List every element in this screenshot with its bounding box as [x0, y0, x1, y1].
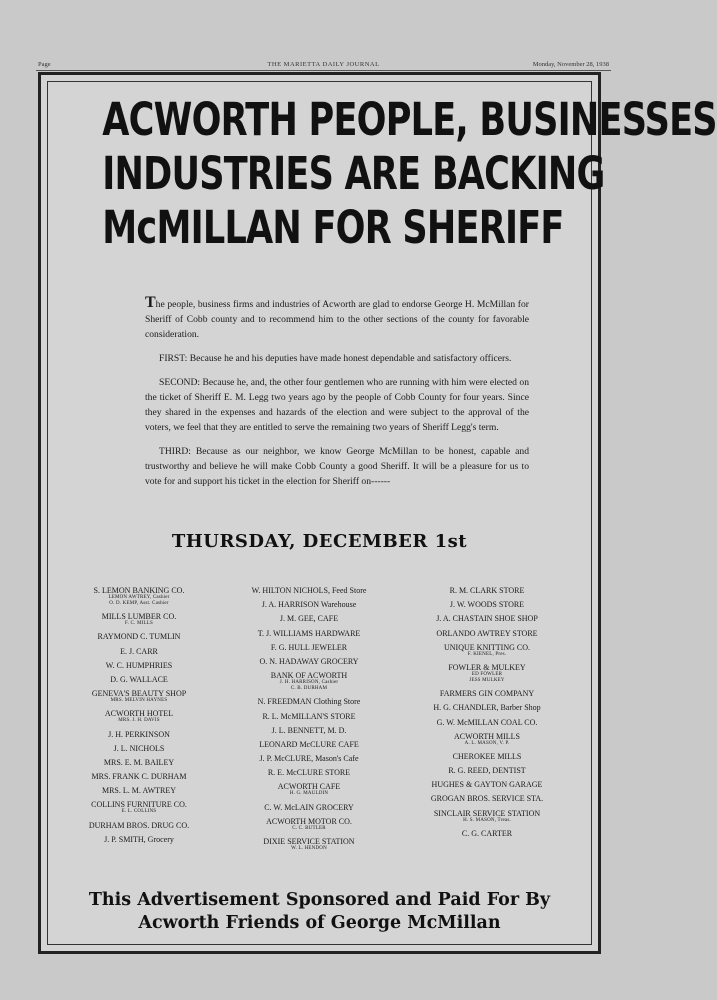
sponsor-name: CHEROKEE MILLS — [452, 751, 522, 761]
sponsor-name: J. P. SMITH, Grocery — [104, 834, 174, 844]
sponsor-name: E. J. CARR — [120, 646, 158, 656]
sponsor-entry — [225, 782, 393, 797]
advertisement-box — [38, 72, 717, 954]
sponsor-name: FARMERS GIN COMPANY — [439, 689, 535, 699]
sponsor-footer — [41, 889, 598, 935]
sponsor-subline: C. C. BUTLER — [292, 825, 326, 831]
newspaper-name: THE MARIETTA DAILY JOURNAL — [267, 61, 380, 68]
sponsor-entry — [55, 632, 223, 641]
headline-line-3: McMILLAN FOR SHERIFF — [102, 201, 564, 254]
sponsor-name: W. HILTON NICHOLS, Feed Store — [251, 586, 367, 595]
sponsor-entry — [55, 744, 223, 753]
sponsor-entry — [55, 689, 223, 704]
headline-line-1: ACWORTH PEOPLE, BUSINESSES — [102, 93, 717, 146]
sponsor-entry — [225, 712, 393, 721]
sponsor-entry — [403, 718, 571, 727]
sponsor-name: R. E. McCLURE STORE — [267, 768, 351, 778]
sponsor-entry — [225, 671, 393, 692]
headline — [102, 93, 717, 255]
sponsor-name: J. H. PERKINSON — [108, 729, 170, 739]
sponsor-name: HUGHES & GAYTON GARAGE — [431, 780, 543, 790]
issue-date: Monday, November 28, 1938 — [532, 61, 609, 68]
sponsor-name: RAYMOND C. TUMLIN — [97, 632, 181, 642]
sponsor-entry — [55, 835, 223, 844]
sponsor-entry — [225, 726, 393, 735]
sponsor-name: W. C. HUMPHRIES — [105, 660, 173, 670]
sponsor-name: J. P. McCLURE, Mason's Cafe — [259, 754, 359, 764]
footer-line-2: Acworth Friends of George McMillan — [138, 913, 501, 933]
sponsor-subline: E. L. COLLINS — [121, 809, 157, 815]
sponsor-entry — [225, 740, 393, 749]
sponsor-name: UNIQUE KNITTING CO. — [444, 642, 530, 652]
sponsor-name: DURHAM BROS. DRUG CO. — [88, 820, 190, 830]
sponsor-name: F. G. HULL JEWELER — [270, 642, 348, 652]
sponsor-entry — [225, 586, 393, 595]
sponsor-entry — [403, 780, 571, 789]
sponsor-subline: F. KIENEL, Pres. — [467, 651, 507, 657]
sponsor-name: D. G. WALLACE — [110, 674, 168, 684]
sponsor-name: MRS. FRANK C. DURHAM — [91, 772, 187, 782]
paragraph-first: FIRST: Because he and his deputies have made honest dependable and satisfactory officers. — [159, 353, 512, 364]
headline-line-2: INDUSTRIES ARE BACKING — [102, 147, 605, 200]
sponsor-name: MRS. L. M. AWTREY — [101, 786, 177, 796]
sponsor-entry — [55, 730, 223, 739]
sponsor-name: GROGAN BROS. SERVICE STA. — [430, 794, 544, 804]
sponsor-name: T. J. WILLIAMS HARDWARE — [257, 628, 361, 638]
sponsor-name: G. W. McMILLAN COAL CO. — [436, 717, 538, 727]
sponsor-entry — [403, 732, 571, 747]
sponsor-subline: MRS. J. H. DAVIS — [118, 718, 160, 724]
masthead-rule — [36, 70, 611, 71]
sponsor-entry — [403, 614, 571, 623]
sponsor-subline: MRS. MELVIN HAYNES — [110, 698, 168, 704]
sponsor-name: J. A. HARRISON Warehouse — [261, 600, 357, 610]
sponsor-entry — [225, 657, 393, 666]
sponsor-subline: H. G. MAULDIN — [289, 791, 329, 797]
sponsor-entry — [55, 800, 223, 815]
sponsor-entry — [403, 643, 571, 658]
election-date: THURSDAY, DECEMBER 1st — [171, 531, 468, 552]
sponsor-entry — [403, 809, 571, 824]
sponsor-entry — [225, 643, 393, 652]
sponsor-entry — [225, 600, 393, 609]
newspaper-masthead — [36, 59, 611, 71]
sponsor-name: GENEVA'S BEAUTY SHOP — [91, 689, 187, 699]
sponsor-entry — [55, 586, 223, 607]
sponsor-subline: H. S. MASON, Treas. — [463, 817, 511, 823]
sponsor-name: S. LEMON BANKING CO. — [93, 586, 185, 595]
sponsor-name: R. M. CLARK STORE — [449, 586, 525, 595]
sponsor-subline: LEMON AWTREY, Cashier O. D. KEMP, Asst. Cashier — [108, 595, 170, 606]
sponsor-name: LEONARD McCLURE CAFE — [259, 739, 359, 749]
sponsor-subline: F. C. MILLS — [125, 621, 153, 627]
sponsor-entry — [403, 766, 571, 775]
page-label: Page — [38, 61, 51, 68]
sponsor-column-3 — [403, 586, 571, 843]
sponsor-name: J. A. CHASTAIN SHOE SHOP — [436, 614, 538, 624]
sponsor-name: ACWORTH HOTEL — [104, 709, 174, 719]
sponsor-entry — [55, 786, 223, 795]
sponsor-name: BANK OF ACWORTH — [270, 671, 348, 681]
sponsor-entry — [403, 629, 571, 638]
sponsor-name: MRS. E. M. BAILEY — [103, 757, 175, 767]
sponsor-entry — [55, 661, 223, 670]
sponsor-entry — [403, 663, 571, 684]
sponsor-subline: W. L. HENDON — [291, 846, 327, 851]
sponsor-name: O. N. HADAWAY GROCERY — [259, 656, 359, 666]
paragraph-second: SECOND: Because he, and, the other four gentlemen who are running with him were elected on the ticket of Sheriff E. M. Legg two years ago by the people of Cobb County for four years. Since they shared in the expenses and hazards of the election and were subject to the approval of the voters, we feel that they are entitled to serve the remaining two years of Sheriff Legg's term. — [145, 377, 529, 433]
sponsor-entry — [225, 697, 393, 706]
sponsor-name: R. L. McMILLAN'S STORE — [262, 711, 356, 721]
sponsor-subline: A. L. MASON, V. P. — [464, 740, 510, 746]
sponsor-name: MILLS LUMBER CO. — [101, 612, 177, 622]
sponsor-entry — [55, 647, 223, 656]
endorsement-text — [145, 295, 529, 498]
sponsor-entry — [55, 709, 223, 724]
sponsor-column-2 — [225, 586, 393, 857]
sponsor-name: N. FREEDMAN Clothing Store — [257, 697, 361, 707]
sponsor-column-1 — [55, 586, 223, 849]
sponsor-subline: J. H. HARRISON, Cashier C. B. DURHAM — [279, 680, 339, 692]
sponsor-entry — [225, 768, 393, 777]
sponsor-name: DIXIE SERVICE STATION — [263, 837, 355, 846]
sponsor-name: J. L. NICHOLS — [113, 743, 165, 753]
sponsor-name: J. W. WOODS STORE — [449, 600, 525, 610]
sponsor-name: H. G. CHANDLER, Barber Shop — [433, 703, 541, 713]
sponsor-name: R. G. REED, DENTIST — [448, 766, 526, 776]
sponsor-entry — [225, 803, 393, 812]
sponsor-name: J. L. BENNETT, M. D. — [271, 725, 347, 735]
sponsor-name: C. G. CARTER — [461, 828, 513, 838]
sponsor-entry — [403, 829, 571, 838]
paragraph-intro-text: he people, business firms and industries of Acworth are glad to endorse George H. McMillan for Sheriff of Cobb county and to recommend him to the other sections of the county for favorable consideration. — [145, 299, 529, 340]
sponsor-name: SINCLAIR SERVICE STATION — [433, 808, 541, 818]
sponsor-entry — [403, 689, 571, 698]
sponsor-entry — [225, 629, 393, 638]
sponsor-entry — [403, 752, 571, 761]
paragraph-intro — [145, 295, 529, 342]
sponsor-entry — [225, 837, 393, 852]
sponsor-entry — [403, 703, 571, 712]
sponsor-entry — [55, 758, 223, 767]
sponsor-entry — [403, 600, 571, 609]
sponsor-name: ACWORTH MOTOR CO. — [266, 816, 352, 826]
footer-line-1: This Advertisement Sponsored and Paid For By — [88, 890, 551, 910]
sponsor-name: ACWORTH MILLS — [454, 731, 520, 741]
sponsor-name: FOWLER & MULKEY — [448, 662, 526, 672]
sponsor-entry — [225, 754, 393, 763]
drop-cap: T — [145, 294, 156, 311]
sponsor-name: J. M. GEE, CAFE — [279, 614, 339, 624]
sponsor-name: C. W. McLAIN GROCERY — [264, 802, 354, 812]
sponsor-entry — [55, 612, 223, 627]
sponsor-entry — [403, 794, 571, 803]
sponsor-name: ACWORTH CAFE — [277, 782, 341, 792]
sponsor-entry — [55, 675, 223, 684]
sponsor-subline: ED FOWLER JESS MULKEY — [469, 671, 505, 683]
sponsor-entry — [403, 586, 571, 595]
sponsor-entry — [55, 821, 223, 830]
sponsor-entry — [225, 817, 393, 832]
paragraph-third: THIRD: Because as our neighbor, we know George McMillan to be honest, capable and trustworthy and believe he will make Cobb County a good Sheriff. It will be a pleasure for us to vote for and support his ticket in the election for Sheriff on------ — [145, 446, 529, 487]
sponsor-entry — [225, 614, 393, 623]
sponsor-name: ORLANDO AWTREY STORE — [436, 628, 538, 638]
sponsor-entry — [55, 772, 223, 781]
sponsor-name: COLLINS FURNITURE CO. — [91, 800, 187, 810]
